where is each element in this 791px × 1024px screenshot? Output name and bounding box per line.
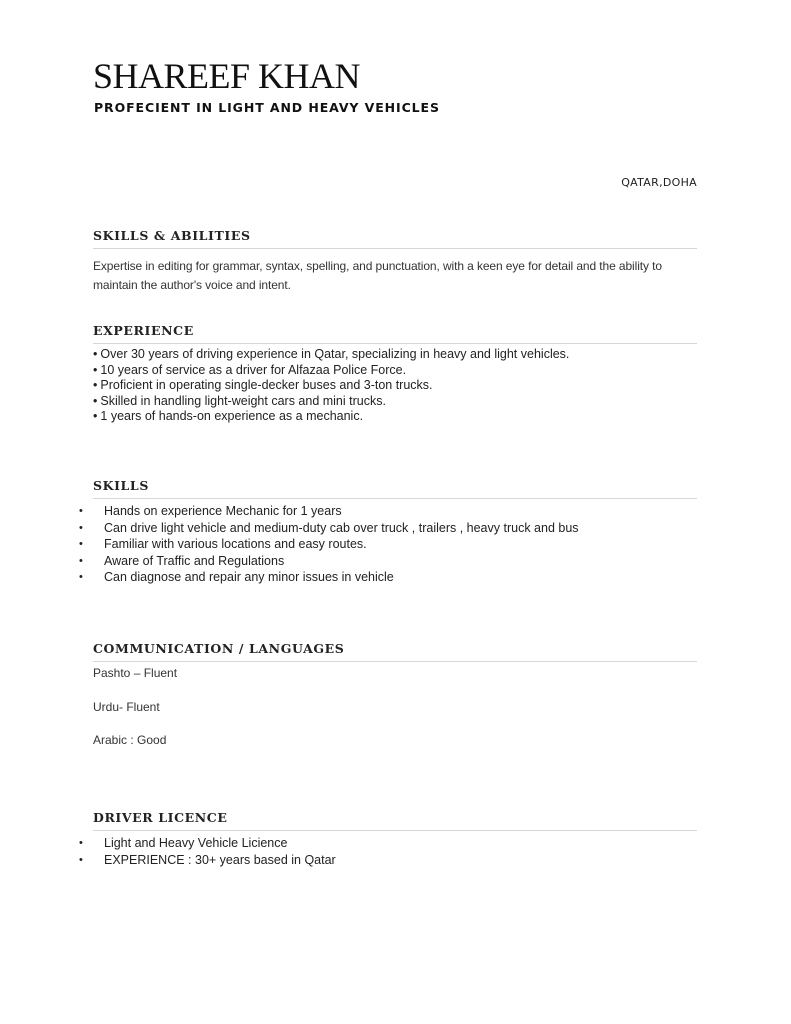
experience-item-text: Over 30 years of driving experience in Qatar, specializing in heavy and light vehicles. [100, 347, 570, 361]
section-title-skills-abilities: SKILLS & ABILITIES [93, 228, 697, 249]
candidate-location: QATAR,DOHA [621, 176, 697, 189]
section-driver-licence [79, 810, 697, 868]
list-item [79, 553, 683, 570]
section-title-skills: SKILLS [93, 478, 697, 499]
languages-list [93, 665, 697, 749]
bullet-icon: • [79, 571, 83, 584]
bullet-icon: • [79, 554, 83, 567]
section-languages [93, 641, 697, 766]
candidate-subtitle: PROFECIENT IN LIGHT AND HEAVY VEHICLES [94, 100, 440, 115]
bullet-icon: • [79, 853, 83, 866]
candidate-name: SHAREEF KHAN [93, 56, 361, 96]
licence-item-text: Light and Heavy Vehicle Licience [104, 836, 288, 850]
section-experience [93, 323, 697, 425]
section-title-driver-licence: DRIVER LICENCE [93, 810, 697, 831]
list-item [79, 520, 683, 537]
bullet-icon: • [93, 393, 98, 408]
list-item [79, 835, 683, 852]
list-item: Pashto – Fluent [93, 666, 178, 680]
skills-item-text: Aware of Traffic and Regulations [104, 553, 285, 568]
list-item [79, 569, 683, 586]
bullet-icon: • [93, 362, 98, 377]
licence-item-text: EXPERIENCE : 30+ years based in Qatar [104, 852, 336, 867]
list-item: Arabic : Good [93, 733, 167, 747]
list-item: Urdu- Fluent [93, 699, 160, 714]
skills-item-text: Familiar with various locations and easy routes. [104, 537, 367, 552]
list-item [79, 852, 683, 869]
list-item [79, 503, 683, 520]
experience-item-text: 10 years of service as a driver for Alfazaa Police Force. [100, 362, 407, 377]
section-title-languages: COMMUNICATION / LANGUAGES [93, 641, 697, 662]
bullet-icon: • [79, 538, 83, 551]
skills-list [79, 503, 683, 586]
list-item [79, 536, 683, 553]
bullet-icon: • [93, 409, 98, 424]
licence-list [79, 835, 683, 868]
skills-item-text: Hands on experience Mechanic for 1 years [104, 504, 342, 518]
bullet-icon: • [93, 347, 98, 361]
skills-abilities-text: Expertise in editing for grammar, syntax, spelling, and punctuation, with a keen eye for detail and the ability to maintain the author's voice and intent. [93, 259, 662, 292]
skills-item-text: Can diagnose and repair any minor issues in vehicle [104, 570, 394, 585]
list-item [93, 363, 697, 379]
section-skills [79, 478, 697, 586]
experience-item-text: Proficient in operating single-decker buses and 3-ton trucks. [100, 378, 433, 393]
experience-item-text: Skilled in handling light-weight cars and mini trucks. [100, 393, 386, 408]
skills-item-text: Can drive light vehicle and medium-duty cab over truck , trailers , heavy truck and bus [104, 520, 579, 535]
section-title-experience: EXPERIENCE [93, 323, 697, 344]
list-item [93, 378, 697, 394]
list-item [93, 409, 697, 425]
section-skills-abilities [93, 228, 697, 295]
experience-item-text: 1 years of hands-on experience as a mechanic. [100, 409, 364, 424]
list-item [93, 347, 697, 363]
experience-list [93, 347, 697, 425]
list-item [93, 394, 697, 410]
bullet-icon: • [79, 521, 83, 534]
bullet-icon: • [93, 378, 98, 393]
bullet-icon: • [79, 837, 83, 849]
bullet-icon: • [79, 505, 83, 517]
